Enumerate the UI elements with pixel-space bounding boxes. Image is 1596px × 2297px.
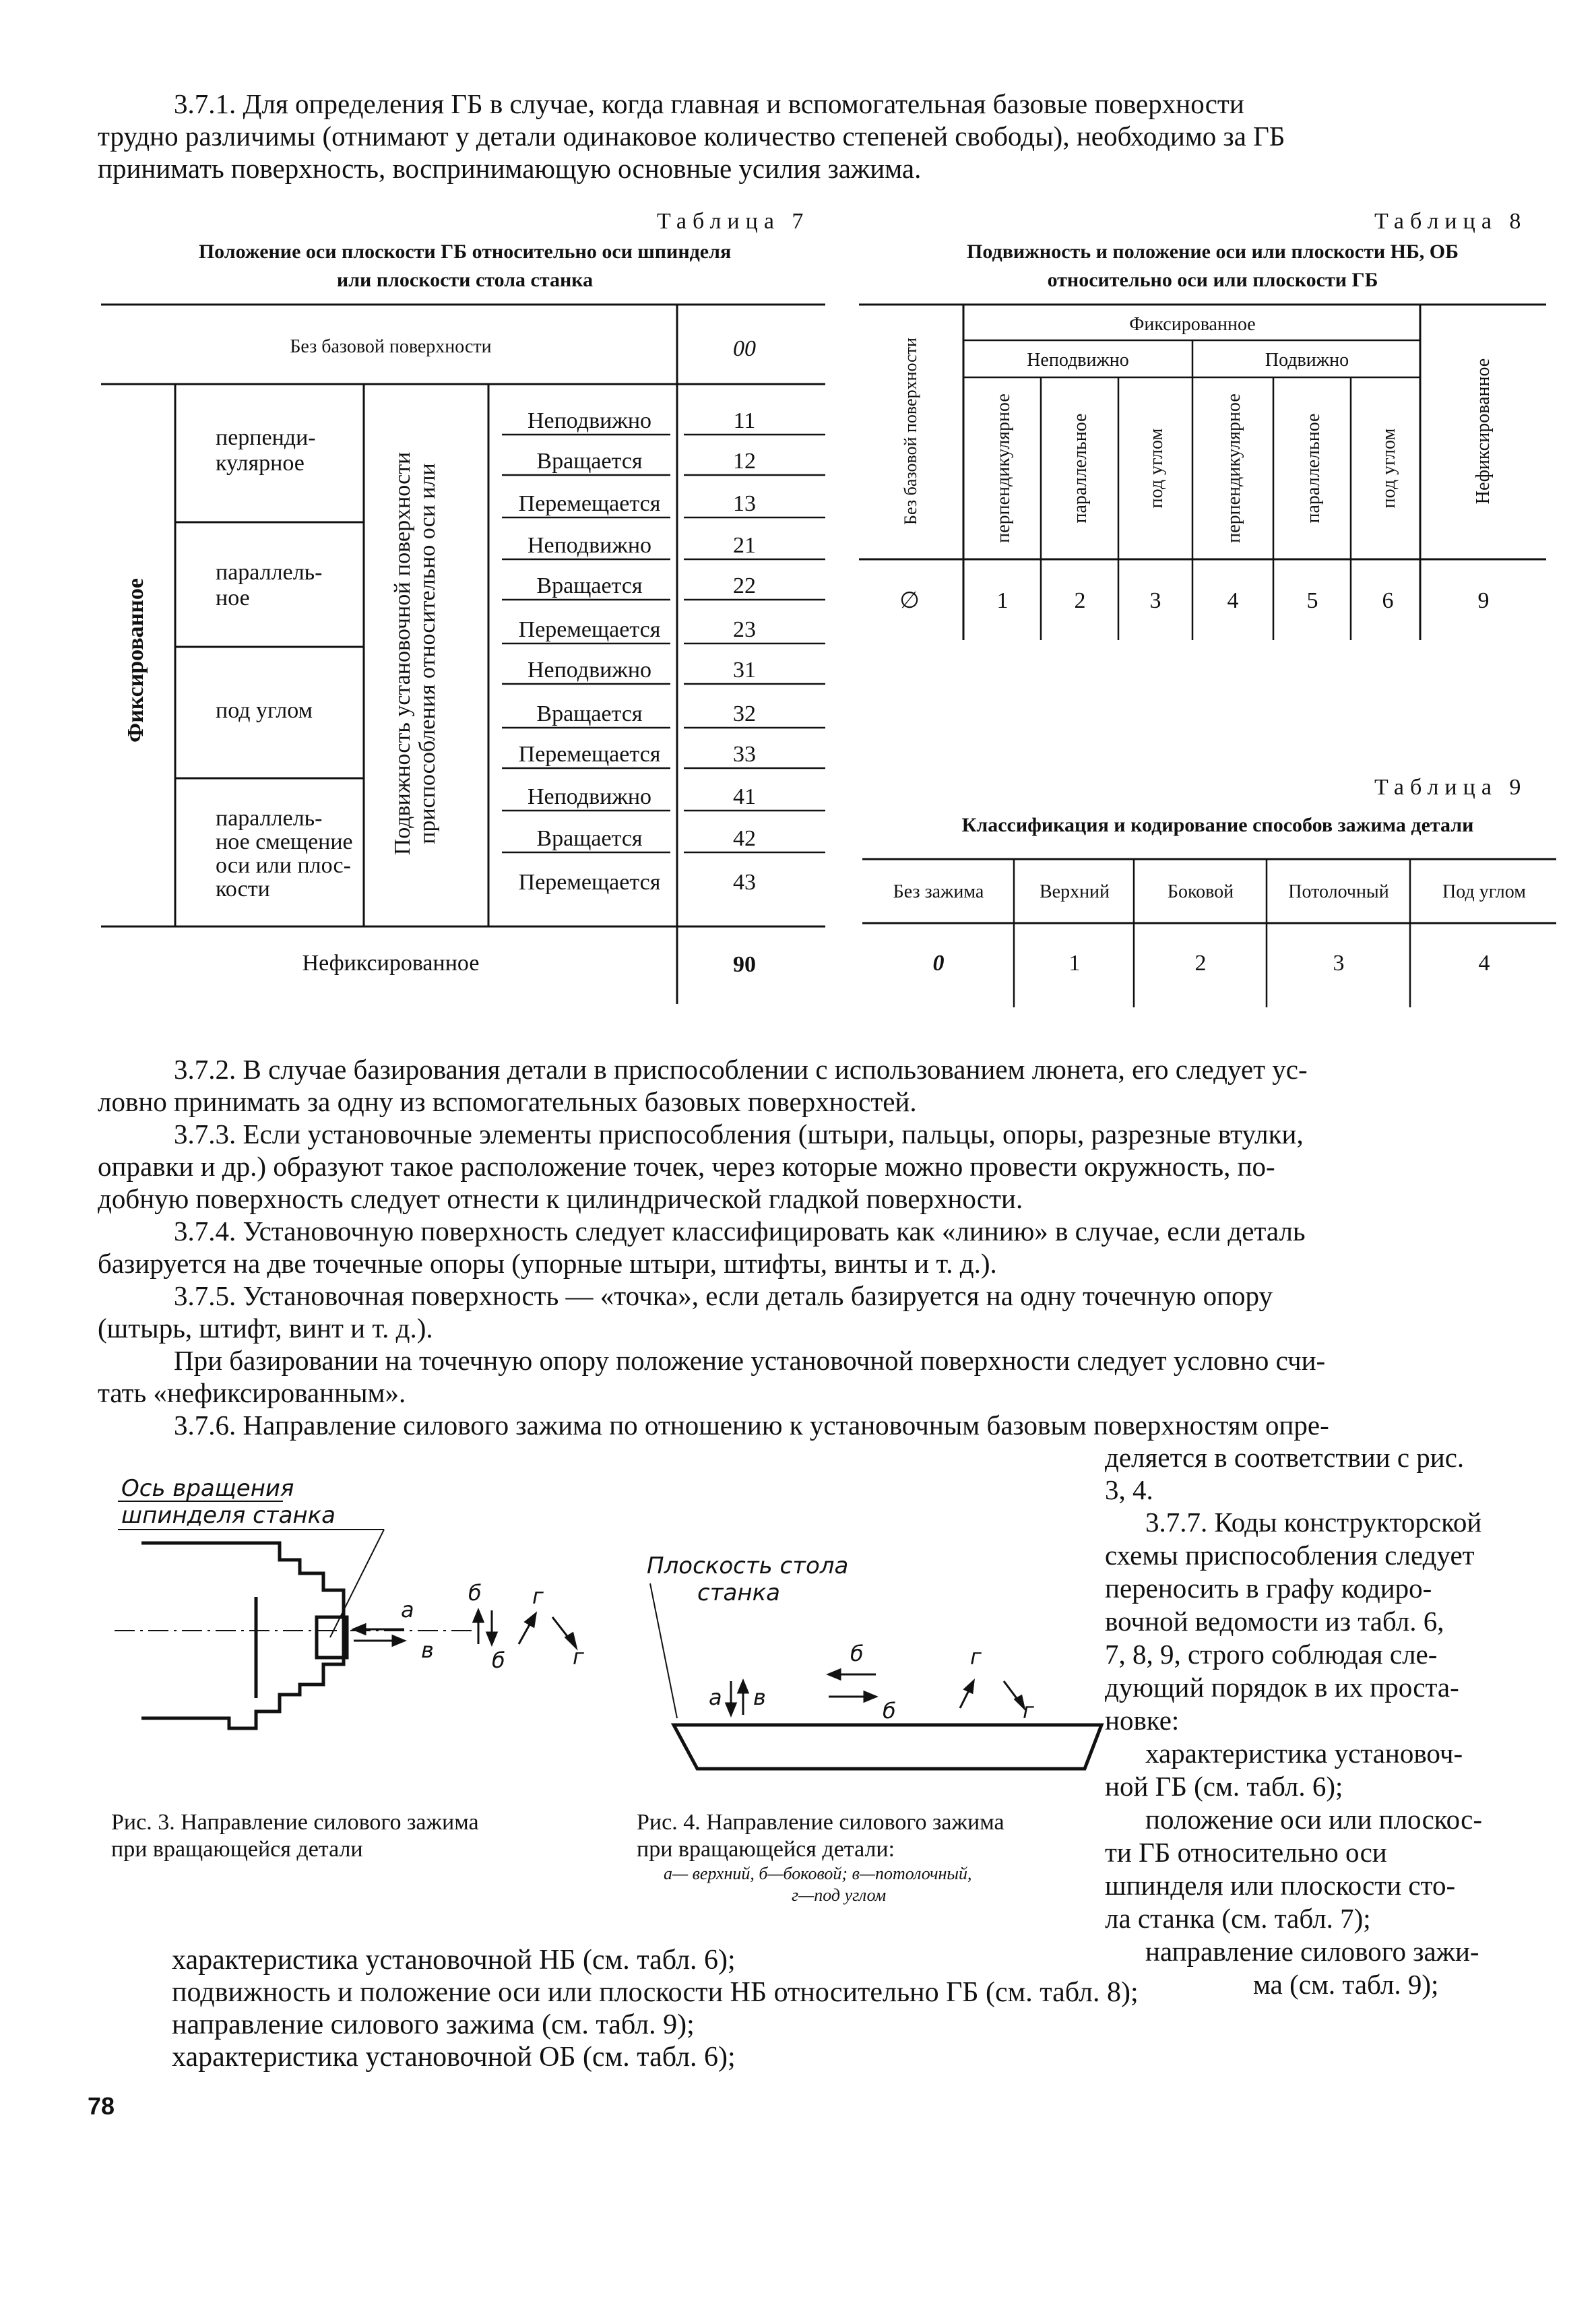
right-line: 3.7.7. Коды конструкторской xyxy=(1145,1507,1482,1538)
spindle-body xyxy=(141,1543,347,1728)
table7-group-4-name-3: оси или плос- xyxy=(216,853,351,878)
table7-group-4-name-1: параллель- xyxy=(216,806,323,831)
table8-immobile: Неподвижно xyxy=(1027,350,1129,371)
p373-line-1: 3.7.3. Если установочные элементы приспособления (штыри, пальцы, опоры, разрезные втулки, xyxy=(174,1119,1304,1150)
intro-line-2: трудно различимы (отнимают у детали одинаковое количество степеней свободы), необходимо за ГБ xyxy=(98,121,1285,152)
fig4-g: г xyxy=(970,1644,982,1670)
table9-code: 2 xyxy=(1194,951,1207,976)
table9-header: Под углом xyxy=(1442,881,1526,902)
fig3-a: а xyxy=(401,1597,414,1623)
table7-state: Перемещается xyxy=(518,491,661,516)
bottom-list-item: характеристика установочной НБ (см. табл. 6); xyxy=(172,1945,736,1976)
table7-group-1-name-1: перпенди- xyxy=(216,425,316,450)
table7-state: Перемещается xyxy=(518,617,661,642)
table7-code: 11 xyxy=(733,408,756,433)
bottom-list-item: характеристика установочной ОБ (см. табл. 6); xyxy=(172,2042,736,2073)
right-line: положение оси или плоскос- xyxy=(1145,1804,1482,1835)
table7-group-4-name-4: кости xyxy=(216,877,270,902)
table9-code: 1 xyxy=(1068,951,1081,976)
p374-line-1: 3.7.4. Установочную поверхность следует классифицировать как «линию» в случае, если деталь xyxy=(174,1216,1306,1247)
right-line: ной ГБ (см. табл. 6); xyxy=(1105,1771,1343,1802)
bottom-list-item: направление силового зажима (см. табл. 9); xyxy=(172,2009,695,2040)
table7-code: 33 xyxy=(733,742,756,767)
fig3-caption-1: Рис. 3. Направление силового зажима xyxy=(111,1810,479,1835)
fig4-legend-1: а— верхний, б—боковой; в—потолочный, xyxy=(664,1864,972,1883)
right-line: 7, 8, 9, строго соблюдая сле- xyxy=(1105,1639,1438,1670)
fig3-b2: б xyxy=(492,1647,505,1673)
intro-line-3: принимать поверхность, воспринимающую основные усилия зажима. xyxy=(98,153,922,184)
fig4-a: а xyxy=(709,1685,722,1710)
table8-sub-perp: перпендикулярное xyxy=(993,394,1014,543)
table7-state: Вращается xyxy=(536,573,643,598)
fig4-label-1: Плоскость стола xyxy=(647,1552,849,1579)
table9-header: Потолочный xyxy=(1288,881,1389,902)
right-line: дующий порядок в их проста- xyxy=(1105,1672,1459,1703)
p376-line-3: 3, 4. xyxy=(1105,1474,1153,1505)
p375b-line-1: При базировании на точечную опору положение установочной поверхности следует условно счи- xyxy=(174,1345,1326,1376)
table8-sub-perp: перпендикулярное xyxy=(1223,394,1244,543)
table7-code: 12 xyxy=(733,449,756,474)
right-line: новке: xyxy=(1105,1705,1180,1736)
right-line: ла станка (см. табл. 7); xyxy=(1105,1903,1371,1934)
right-line: ма (см. табл. 9); xyxy=(1253,1969,1439,2000)
table7-code: 41 xyxy=(733,784,756,809)
right-line: характеристика установоч- xyxy=(1145,1738,1463,1769)
table8-caption: Таблица 8 xyxy=(1374,209,1527,234)
right-line: схемы приспособления следует xyxy=(1105,1540,1475,1571)
table9 xyxy=(859,849,1560,1017)
table8-mobile: Подвижно xyxy=(1265,350,1349,371)
table7-group-1-name-2: кулярное xyxy=(216,451,305,476)
table7-code: 43 xyxy=(733,870,756,895)
fig4-caption-2: при вращающейся детали: xyxy=(637,1837,895,1862)
table-plate xyxy=(674,1725,1102,1769)
fig4-b: б xyxy=(850,1641,864,1666)
bottom-list xyxy=(172,1944,1139,2073)
table9-code: 0 xyxy=(932,951,945,976)
table7-top-label: Без базовой поверхности xyxy=(290,336,492,357)
table7-code: 31 xyxy=(733,658,756,683)
table8-code: ∅ xyxy=(899,588,920,613)
table9-header: Верхний xyxy=(1039,881,1110,902)
table7-state: Неподвижно xyxy=(527,784,652,809)
table8-fixed: Фиксированное xyxy=(1129,314,1256,335)
table7-fixed-label: Фиксированное xyxy=(123,578,148,743)
table8-code: 4 xyxy=(1227,588,1239,613)
fig3-b: б xyxy=(468,1580,482,1606)
p375b-line-2: тать «нефиксированным». xyxy=(98,1377,406,1408)
fig4-caption xyxy=(637,1809,1004,1906)
table7-state: Вращается xyxy=(536,826,643,851)
table7-state: Неподвижно xyxy=(527,408,652,433)
table8-code: 2 xyxy=(1074,588,1086,613)
table7-state: Вращается xyxy=(536,449,643,474)
fig3-label-2: шпинделя станка xyxy=(121,1502,336,1529)
table7-mobility-label-2: приспособления относительно оси или xyxy=(415,463,440,844)
table7-group-2-name-1: параллель- xyxy=(216,560,323,585)
fig4-caption-1: Рис. 4. Направление силового зажима xyxy=(637,1810,1004,1835)
p373-line-2: оправки и др.) образуют такое расположение точек, через которые можно провести окружность, по- xyxy=(98,1151,1275,1182)
p376-line-1: 3.7.6. Направление силового зажима по отношению к установочным базовым поверхностям опре- xyxy=(174,1410,1329,1441)
bottom-list-item: подвижность и положение оси или плоскости НБ относительно ГБ (см. табл. 8); xyxy=(172,1977,1139,2008)
table8-code: 9 xyxy=(1477,588,1490,613)
table9-code: 3 xyxy=(1333,951,1345,976)
fig3-v: в xyxy=(421,1637,434,1663)
table8-code: 1 xyxy=(996,588,1009,613)
table8-title-1: Подвижность и положение оси или плоскости НБ, ОБ xyxy=(967,241,1459,263)
fig4-v: в xyxy=(753,1685,766,1710)
fig4-b2: б xyxy=(883,1698,896,1724)
table7-code: 13 xyxy=(733,491,756,516)
table7-mobility-label-1: Подвижность установочной поверхности xyxy=(390,451,415,856)
right-line: направление силового зажи- xyxy=(1145,1936,1479,1967)
table7-top-code: 00 xyxy=(733,336,756,361)
fig3-g: г xyxy=(532,1583,544,1609)
table7-caption: Таблица 7 xyxy=(657,209,810,234)
table7-group-2-name-2: ное xyxy=(216,586,250,610)
figure-3 xyxy=(101,1462,620,1819)
table8-code: 5 xyxy=(1306,588,1318,613)
right-column xyxy=(1105,1506,1556,2001)
table7-state: Перемещается xyxy=(518,870,661,895)
fig4-label-2: станка xyxy=(697,1579,780,1606)
table7-bottom-code: 90 xyxy=(733,952,756,977)
table7-state: Перемещается xyxy=(518,742,661,767)
table8-title-2: относительно оси или плоскости ГБ xyxy=(1047,269,1378,291)
p374-line-2: базируется на две точечные опоры (упорные штыри, штифты, винты и т. д.). xyxy=(98,1248,997,1279)
table8-unfixed: Нефиксированное xyxy=(1473,358,1494,505)
table7-title-2: или плоскости стола станка xyxy=(336,269,594,291)
table7-code: 42 xyxy=(733,826,756,851)
table8-sub-angle: под углом xyxy=(1378,428,1399,509)
table7-code: 21 xyxy=(733,533,756,558)
fig3-label-1: Ось вращения xyxy=(121,1475,294,1502)
intro-line-1: 3.7.1. Для определения ГБ в случае, когда главная и вспомогательная базовые поверхности xyxy=(174,88,1244,119)
table7-state: Неподвижно xyxy=(527,658,652,683)
table9-code: 4 xyxy=(1478,951,1490,976)
fig4-legend-2: г—под углом xyxy=(792,1885,887,1905)
p373-line-3: добную поверхность следует отнести к цилиндрической гладкой поверхности. xyxy=(98,1183,1023,1214)
table8-code: 3 xyxy=(1149,588,1161,613)
table8-sub-par: параллельное xyxy=(1070,413,1091,524)
table7-bottom-label: Нефиксированное xyxy=(302,951,480,976)
p376-line-2: деляется в соответствии с рис. xyxy=(1105,1442,1465,1473)
table7-code: 23 xyxy=(733,617,756,642)
fig3-caption xyxy=(111,1809,479,1863)
table9-caption: Таблица 9 xyxy=(1374,775,1527,800)
p372-line-2: ловно принимать за одну из вспомогательных базовых поверхностей. xyxy=(98,1086,917,1117)
fig3-caption-2: при вращающейся детали xyxy=(111,1837,363,1862)
table7-title-1: Положение оси плоскости ГБ относительно оси шпинделя xyxy=(198,241,732,263)
fig4-g2: г xyxy=(1023,1698,1034,1724)
right-line: вочной ведомости из табл. 6, xyxy=(1105,1606,1444,1637)
table8-sub-par: параллельное xyxy=(1303,413,1324,524)
fig3-g2: г xyxy=(573,1644,584,1670)
page-number: 78 xyxy=(88,2092,115,2120)
figure-4 xyxy=(633,1543,1112,1806)
table7-state: Вращается xyxy=(536,701,643,726)
table7-state: Неподвижно xyxy=(527,533,652,558)
table8-code: 6 xyxy=(1382,588,1394,613)
table8-col-none: Без базовой поверхности xyxy=(901,338,920,525)
table7-code: 22 xyxy=(733,573,756,598)
table7-group-3-name-1: под углом xyxy=(216,698,313,723)
table9-header: Без зажима xyxy=(893,881,984,902)
p375-line-2: (штырь, штифт, винт и т. д.). xyxy=(98,1313,433,1344)
table7 xyxy=(94,296,842,1024)
p375-line-1: 3.7.5. Установочная поверхность — «точка», если деталь базируется на одну точечную опору xyxy=(174,1280,1273,1311)
table7-group-4-name-2: ное смещение xyxy=(216,829,353,854)
right-line: переносить в графу кодиро- xyxy=(1105,1573,1432,1604)
right-line: шпинделя или плоскости сто- xyxy=(1105,1870,1456,1901)
p372-line-1: 3.7.2. В случае базирования детали в приспособлении с использованием люнета, его следует ус- xyxy=(174,1054,1308,1085)
table9-title: Классификация и кодирование способов зажима детали xyxy=(961,814,1474,836)
table8 xyxy=(856,296,1550,647)
table7-code: 32 xyxy=(733,701,756,726)
table9-header: Боковой xyxy=(1167,881,1234,902)
right-line: ти ГБ относительно оси xyxy=(1105,1837,1387,1868)
table8-sub-angle: под углом xyxy=(1146,428,1167,509)
